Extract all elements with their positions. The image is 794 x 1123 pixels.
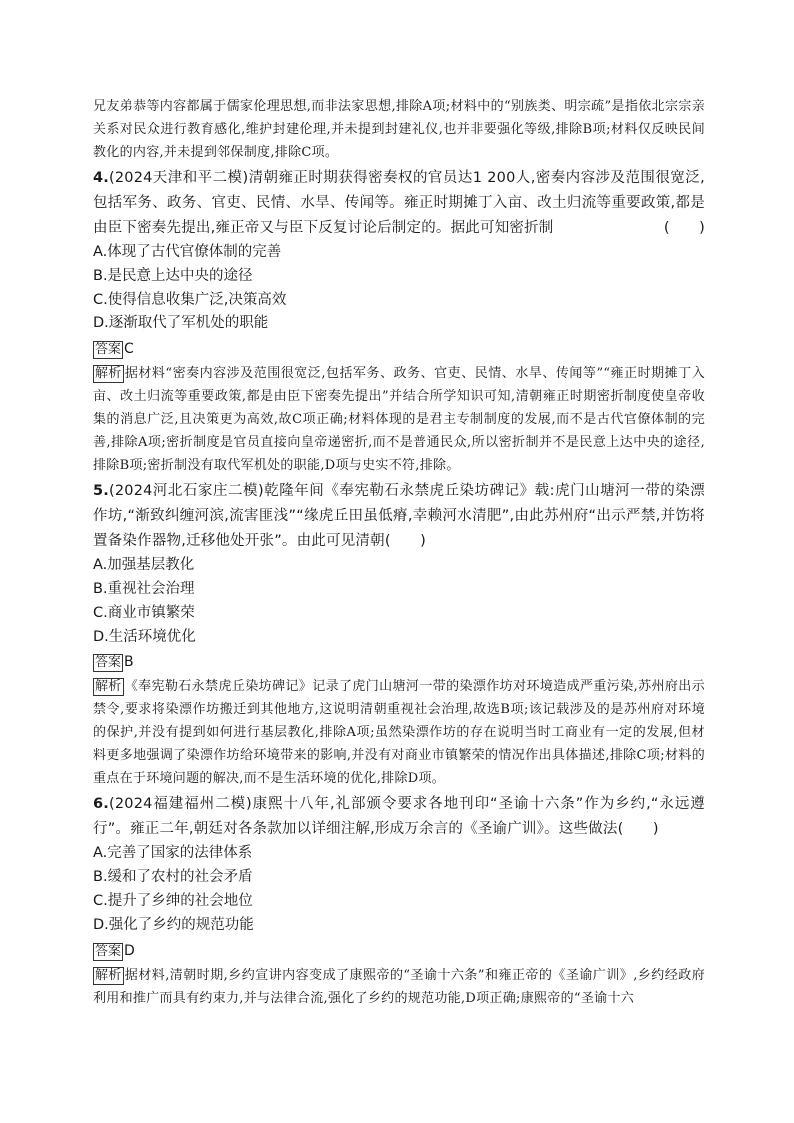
option-a: A.体现了古代官僚体制的完善 — [93, 244, 282, 260]
analysis-block — [93, 362, 705, 477]
analysis-text: 据材料,清朝时期,乡约宣讲内容变成了康熙帝的“圣谕十六条”和雍正帝的《圣谕广训》,乡约经政府利用和推广而具有约束力,并与法律合流,强化了乡约的规范功能,D项正确;康熙帝的“圣谕十六 — [93, 967, 705, 1006]
question-6 — [93, 792, 705, 842]
answer-tag: 答案 — [95, 342, 122, 358]
analysis-tag: 解析 — [95, 967, 122, 983]
answer-value: C — [124, 341, 134, 358]
answer-line — [93, 651, 705, 673]
option-b: B.是民意上达中央的途径 — [93, 267, 253, 284]
option-d: D.逐渐取代了军机处的职能 — [93, 315, 269, 332]
option-d: D.强化了乡约的规范功能 — [93, 916, 254, 933]
answer-line — [93, 940, 705, 962]
analysis-block — [93, 675, 705, 790]
option-a: A.加强基层教化 — [93, 557, 195, 574]
option-a: A.完善了国家的法律体系 — [93, 845, 253, 862]
option-c: C.提升了乡绅的社会地位 — [93, 892, 253, 909]
question-number: 5. — [93, 483, 109, 500]
continued-analysis: 兄友弟恭等内容都属于儒家伦理思想,而非法家思想,排除A项;材料中的“别族类、明宗疏”是指依北宗宗亲关系对民众进行教育感化,维护封建伦理,并未提到封建礼仪,也并非要强化等级,排除B项;材料仅反映民间教化的内容,并未提到邻保制度,排除C项。 — [93, 99, 705, 160]
question-5 — [93, 479, 705, 554]
answer-line — [93, 338, 705, 360]
answer-value: B — [124, 654, 134, 671]
option-list — [93, 554, 705, 649]
question-stem: (2024福建福州二模)康熙十八年,礼部颁令要求各地刊印“圣谕十六条”作为乡约,“永远遵行”。雍正二年,朝廷对各条款加以详细注解,形成万余言的《圣谕广训》。这些做法( ) — [93, 796, 705, 838]
analysis-text: 《奉宪勒石永禁虎丘染坊碑记》记录了虎门山塘河一带的染漂作坊对环境造成严重污染,苏州府出示禁令,要求将染漂作坊搬迁到其他地方,这说明清朝重视社会治理,故选B项;该记载涉及的是苏州府对环境的保护,并没有提到如何进行基层教化,排除A项;虽然染漂作坊的存在说明当时工商业有一定的发展,但材料更多地强调了染漂作坊给环境带来的影响,并没有对商业市镇繁荣的情况作出具体描述,排除C项;材料的重点在于环境问题的解决,而不是生活环境的优化,排除D项。 — [93, 679, 705, 787]
option-d: D.生活环境优化 — [93, 628, 196, 645]
analysis-block — [93, 964, 705, 1010]
question-number: 6. — [93, 796, 109, 813]
analysis-tag: 解析 — [95, 679, 122, 695]
answer-bracket: ( ) — [663, 220, 705, 236]
question-stem: (2024河北石家庄二模)乾隆年间《奉宪勒石永禁虎丘染坊碑记》载:虎门山塘河一带的染漂作坊,“渐致纠缠河滨,流害匪浅”“缘虎丘田虽低瘠,幸赖河水清肥”,由此苏州府“出示严禁,并饬将置备染作器物,迁移他处开张”。由此可见清朝( ) — [93, 483, 705, 550]
option-b: B.重视社会治理 — [93, 580, 195, 597]
answer-value: D — [124, 942, 135, 959]
analysis-text: 据材料“密奏内容涉及范围很宽泛,包括军务、政务、官吏、民情、水旱、传闻等”“雍正时期摊丁入亩、改土归流等重要政策,都是由臣下密奏先提出”并结合所学知识可知,清朝雍正时期密折制度使皇帝收集的消息广泛,且决策更为高效,故C项正确;材料体现的是君主专制制度的发展,而不是古代官僚体制的完善,排除A项;密折制度是官员直接向皇帝递密折,而不是普通民众,所以密折制并不是民意上达中央的途径,排除B项;密折制没有取代军机处的职能,D项与史实不符,排除。 — [93, 366, 705, 474]
question-4 — [93, 166, 705, 241]
answer-tag: 答案 — [95, 943, 122, 959]
answer-tag: 答案 — [95, 655, 122, 671]
option-c: C.使得信息收集广泛,决策高效 — [93, 291, 287, 308]
option-list — [93, 842, 705, 937]
option-c: C.商业市镇繁荣 — [93, 604, 195, 621]
question-number: 4. — [93, 170, 109, 186]
option-list — [93, 241, 705, 336]
question-stem: (2024天津和平二模)清朝雍正时期获得密奏权的官员达1 200人,密奏内容涉及范围很宽泛,包括军务、政务、官吏、民情、水旱、传闻等。雍正时期摊丁入亩、改土归流等重要政策,都是由臣下密奏先提出,雍正帝又与臣下反复讨论后制定的。据此可知密折制 — [93, 170, 705, 236]
option-b: B.缓和了农村的社会矛盾 — [93, 869, 253, 886]
document-page — [93, 95, 705, 1010]
analysis-tag: 解析 — [95, 366, 122, 382]
